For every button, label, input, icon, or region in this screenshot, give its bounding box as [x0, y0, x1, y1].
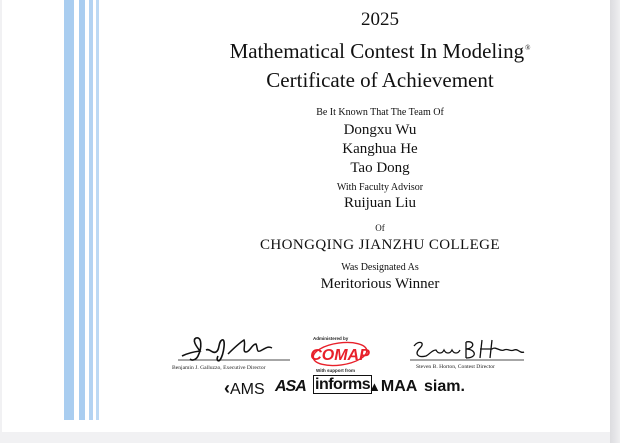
contest-title	[150, 39, 610, 64]
asa-logo: ASA	[275, 378, 306, 395]
ams-logo-text: AMS	[230, 381, 265, 398]
right-signature-caption: Steven B. Horton, Contest Director	[416, 364, 495, 370]
award-title: Meritorious Winner	[320, 276, 440, 292]
ams-logo-mark: ‹	[224, 378, 230, 398]
known-label: Be It Known That The Team Of	[316, 107, 444, 118]
maa-logo-mark: ▲	[368, 379, 381, 394]
informs-logo-text: informs	[315, 376, 371, 393]
advisor-label: With Faculty Advisor	[336, 182, 424, 193]
informs-logo	[313, 376, 372, 394]
decorative-stripe	[79, 0, 85, 420]
institution-name: CHONGQING JIANZHU COLLEGE	[260, 237, 500, 253]
page-edge-shadow	[610, 0, 620, 443]
maa-logo-text: MAA	[380, 378, 418, 395]
team-member: Kanghua He	[342, 141, 418, 157]
certificate-card	[2, 0, 610, 432]
contest-director-signature	[408, 336, 528, 366]
of-label: Of	[375, 223, 385, 233]
decorative-stripe	[89, 0, 93, 420]
decorative-stripe	[64, 0, 74, 420]
left-signature-caption: Benjamin J. Galluzzo, Executive Director	[172, 365, 266, 371]
registered-mark: ®	[525, 44, 531, 52]
comap-logo-text: COMAP	[310, 347, 370, 364]
maa-logo	[368, 378, 417, 396]
team-member: Tao Dong	[350, 160, 410, 176]
executive-director-signature	[172, 334, 312, 366]
comap-logo	[310, 335, 370, 371]
contest-title-text: Mathematical Contest In Modeling	[229, 39, 525, 63]
support-label: With support from	[316, 368, 355, 373]
designated-label: Was Designated As	[341, 262, 419, 273]
certificate-title: Certificate of Achievement	[266, 68, 494, 92]
decorative-stripe	[96, 0, 99, 420]
siam-logo: siam.	[424, 378, 465, 395]
ams-logo	[224, 378, 265, 399]
certificate-year: 2025	[361, 9, 399, 30]
advisor-name: Ruijuan Liu	[343, 195, 417, 211]
administered-by-label: Administered by	[313, 336, 349, 341]
team-member: Dongxu Wu	[343, 122, 417, 138]
